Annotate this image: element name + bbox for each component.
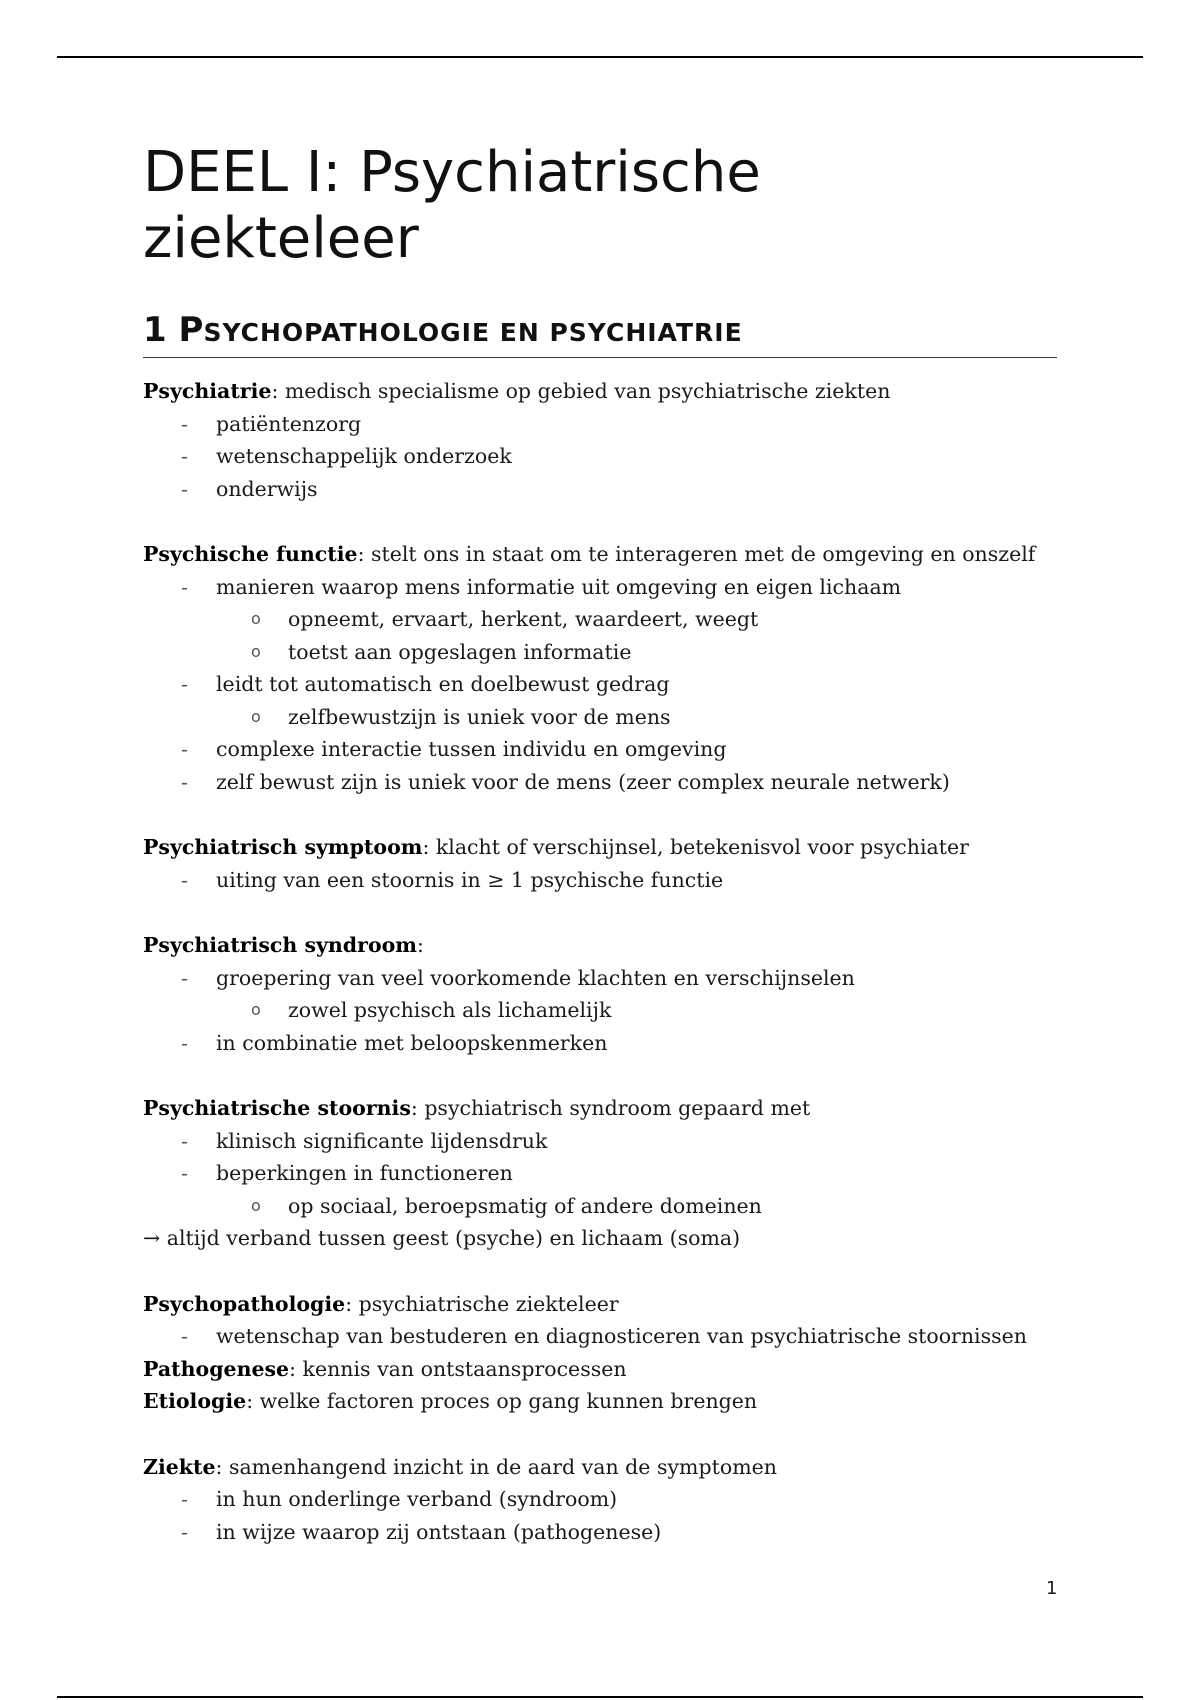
definition-pathogenese — [143, 1353, 1057, 1386]
dash-bullet: - — [181, 769, 188, 794]
dash-bullet: - — [181, 444, 188, 468]
definition-psychiatrische-stoornis — [143, 1092, 1057, 1125]
definition-text: : kennis van ontstaansprocessen — [289, 1356, 627, 1381]
list-item: - leidt tot automatisch en doelbewust gedrag — [143, 668, 1057, 701]
list-item: - groepering van veel voorkomende klachten en verschijnselen — [143, 962, 1057, 995]
circle-bullet-icon: o — [251, 1195, 261, 1215]
definition-text: : stelt ons in staat om te interageren met de omgeving en onszelf — [357, 542, 1036, 566]
chapter-heading — [143, 310, 1057, 358]
conclusion-line: → altijd verband tussen geest (psyche) en lichaam (soma) — [143, 1226, 741, 1250]
term: Etiologie — [143, 1389, 247, 1413]
definition-etiologie — [143, 1385, 1057, 1418]
circle-bullet-icon: o — [251, 1000, 261, 1019]
list-item: - zelf bewust zijn is uniek voor de mens (zeer complex neurale netwerk) — [143, 766, 1057, 799]
term: Pathogenese — [143, 1356, 290, 1381]
definition-psychopathologie — [143, 1288, 1057, 1321]
sub-list-item: o opneemt, ervaart, herkent, waardeert, weegt — [143, 603, 1057, 636]
list-item: - in wijze waarop zij ontstaan (pathogenese) — [143, 1516, 1057, 1549]
definition-text: : klacht of verschijnsel, betekenisvol voor psychiater — [422, 835, 969, 859]
definition-ziekte — [143, 1451, 1057, 1484]
definition-text: : welke factoren proces op gang kunnen brengen — [246, 1389, 758, 1413]
sub-list-item: o zelfbewustzijn is uniek voor de mens — [143, 701, 1057, 734]
dash-bullet: - — [181, 672, 188, 696]
dash-bullet: - — [181, 737, 188, 761]
list-item: - manieren waarop mens informatie uit omgeving en eigen lichaam — [143, 571, 1057, 604]
part-title: DEEL I: Psychiatrische ziekteleer — [143, 140, 761, 271]
list-item: - patiëntenzorg — [143, 408, 1057, 441]
list-item: - in combinatie met beloopskenmerken — [143, 1027, 1057, 1060]
definition-text: : medisch specialisme op gebied van psychiatrische ziekten — [271, 379, 891, 403]
list-item: - beperkingen in functioneren — [143, 1157, 1057, 1190]
list-item: - complexe interactie tussen individu en omgeving — [143, 733, 1057, 766]
dash-bullet: - — [181, 1030, 188, 1055]
dash-bullet: - — [181, 965, 188, 990]
definition-text: : — [416, 933, 424, 957]
circle-bullet-icon: o — [251, 706, 261, 726]
list-item: - wetenschappelijk onderzoek — [143, 440, 1057, 473]
list-item: - uiting van een stoornis in ≥ 1 psychische functie — [143, 864, 1057, 897]
chapter-title-rest: SYCHOPATHOLOGIE EN PSYCHIATRIE — [203, 318, 743, 347]
dash-bullet: - — [181, 476, 188, 501]
list-item: - in hun onderlinge verband (syndroom) — [143, 1483, 1057, 1516]
definition-psychische-functie — [143, 538, 1057, 571]
dash-bullet: - — [181, 411, 188, 436]
definition-psychiatrisch-syndroom — [143, 929, 1057, 962]
definition-psychiatrisch-symptoom — [143, 831, 1057, 864]
circle-bullet-icon: o — [251, 641, 261, 661]
dash-bullet: - — [181, 1487, 188, 1511]
list-item: - onderwijs — [143, 473, 1057, 506]
page-number: 1 — [1046, 1578, 1058, 1599]
sub-list-item: o toetst aan opgeslagen informatie — [143, 636, 1057, 669]
definition-text: : psychiatrisch syndroom gepaard met — [410, 1096, 811, 1120]
term: Psychische functie — [143, 542, 358, 566]
list-item: - wetenschap van bestuderen en diagnosticeren van psychiatrische stoornissen — [143, 1320, 1057, 1353]
dash-bullet: - — [181, 1161, 188, 1185]
definition-text: : psychiatrische ziekteleer — [345, 1291, 619, 1316]
term: Psychiatrie — [143, 379, 272, 403]
dash-bullet: - — [181, 867, 188, 892]
dash-bullet: - — [181, 1324, 188, 1348]
dash-bullet: - — [181, 1519, 188, 1544]
definition-psychiatrie — [143, 375, 1057, 408]
list-item: - klinisch significante lijdensdruk — [143, 1125, 1057, 1158]
sub-list-item: o op sociaal, beroepsmatig of andere domeinen — [143, 1190, 1057, 1223]
term: Psychiatrisch syndroom — [143, 933, 417, 957]
chapter-number: 1 — [143, 310, 167, 350]
term: Psychiatrisch symptoom — [143, 835, 423, 859]
definition-text: : samenhangend inzicht in de aard van de symptomen — [215, 1454, 777, 1479]
document-body — [143, 375, 1057, 1548]
circle-bullet-icon: o — [251, 609, 261, 628]
footer-rule — [57, 1696, 1143, 1698]
header-rule — [57, 56, 1143, 58]
term: Psychiatrische stoornis — [143, 1096, 411, 1120]
dash-bullet: - — [181, 574, 188, 599]
dash-bullet: - — [181, 1128, 188, 1153]
chapter-title-initial: P — [178, 310, 204, 350]
term: Ziekte — [143, 1454, 216, 1479]
term: Psychopathologie — [143, 1291, 346, 1316]
sub-list-item: o zowel psychisch als lichamelijk — [143, 994, 1057, 1027]
arrow-right-icon: → — [143, 1226, 161, 1250]
